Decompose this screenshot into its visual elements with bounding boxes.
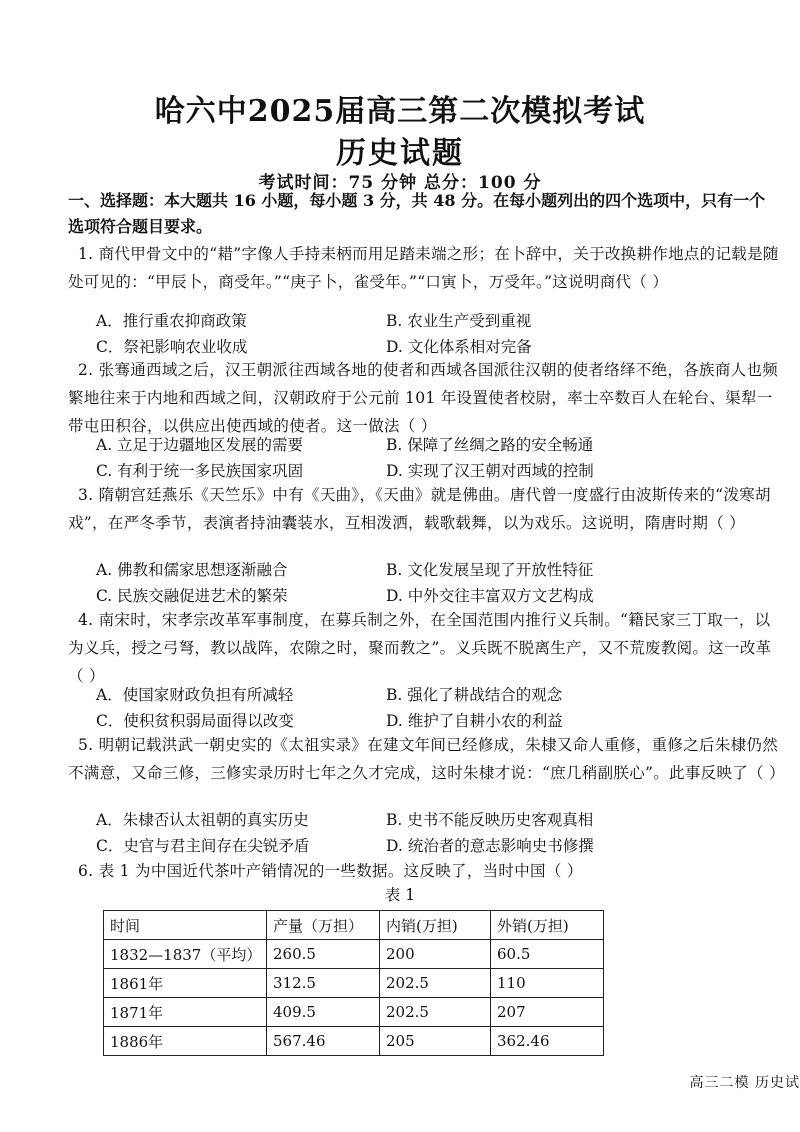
question-stem: 5. 明朝记载洪武一朝史实的《太祖实录》在建文年间已经修成，朱棣又命人重修，重修之后朱棣仍然不满意，又命三修，三修实录历时七年之久才完成，这时朱棣才说：“庶几稍副朕心”。此事反映了（ ） bbox=[68, 736, 785, 782]
option-a: A. 立足于边疆地区发展的需要 bbox=[96, 436, 304, 454]
option-d: D. 文化体系相对完备 bbox=[386, 338, 532, 356]
option-a: A．使国家财政负担有所减轻 bbox=[96, 686, 294, 704]
option-c: C．使积贫积弱局面得以改变 bbox=[96, 712, 294, 730]
question-stem: 4. 南宋时，宋孝宗改革军事制度，在募兵制之外，在全国范围内推行义兵制。“籍民家三丁取一，以为义兵，授之弓弩，教以战阵，农隙之时，聚而教之”。义兵既不脱离生产，又不荒废教阅。这一改革（ ） bbox=[68, 611, 772, 685]
question-1-options bbox=[96, 308, 776, 360]
table-header-row bbox=[104, 911, 604, 940]
question-3-options bbox=[96, 557, 776, 609]
table-header-cell: 产量（万担） bbox=[267, 911, 380, 940]
table-cell: 202.5 bbox=[380, 969, 491, 998]
question-2-options bbox=[96, 432, 776, 484]
table-cell: 260.5 bbox=[267, 940, 380, 969]
question-stem: 2. 张骞通西域之后，汉王朝派往西域各地的使者和西域各国派往汉朝的使者络绎不绝，各族商人也频繁地往来于内地和西域之间，汉朝政府于公元前 101 年设置使者校尉，率士卒数百人在轮台、渠犁一带屯田积谷，以供应出使西域的使者。这一做法（ ） bbox=[68, 361, 779, 435]
table-row bbox=[104, 969, 604, 998]
question-4 bbox=[68, 606, 780, 690]
option-b: B. 史书不能反映历史客观真相 bbox=[386, 811, 594, 829]
question-5-options bbox=[96, 807, 776, 859]
table-cell: 312.5 bbox=[267, 969, 380, 998]
table-header-cell: 内销(万担) bbox=[380, 911, 491, 940]
option-b: B. 强化了耕战结合的观念 bbox=[386, 686, 563, 704]
table-cell: 362.46 bbox=[491, 1027, 604, 1056]
option-d: D. 实现了汉王朝对西域的控制 bbox=[386, 462, 594, 480]
exam-title: 哈六中2025届高三第二次模拟考试 bbox=[154, 94, 646, 129]
option-c: C．祭祀影响农业收成 bbox=[96, 338, 248, 356]
option-c: C. 有利于统一多民族国家巩固 bbox=[96, 462, 304, 480]
option-b: B. 农业生产受到重视 bbox=[386, 312, 532, 330]
option-a: A．朱棣否认太祖朝的真实历史 bbox=[96, 811, 309, 829]
option-b: B. 文化发展呈现了开放性特征 bbox=[386, 561, 594, 579]
table-row bbox=[104, 998, 604, 1027]
question-stem: 1. 商代甲骨文中的“耤”字像人手持耒柄而用足踏耒端之形；在卜辞中，关于改换耕作地点的记载是随处可见的：“甲辰卜，商受年。”“庚子卜，雀受年。”“口寅卜，万受年。”这说明商代（ ） bbox=[68, 245, 779, 291]
table-cell: 1832—1837（平均） bbox=[104, 940, 267, 969]
section-heading: 一、选择题：本大题共 16 小题，每小题 3 分，共 48 分。在每小题列出的四个选项中，只有一个选项符合题目要求。 bbox=[68, 191, 766, 236]
table-cell: 205 bbox=[380, 1027, 491, 1056]
table-caption: 表 1 bbox=[384, 886, 416, 904]
page-footer: 高三二模 历史试 bbox=[689, 1075, 800, 1091]
option-a: A．推行重农抑商政策 bbox=[96, 312, 247, 330]
table-cell: 1886年 bbox=[104, 1027, 267, 1056]
table-cell: 110 bbox=[491, 969, 604, 998]
table-cell: 200 bbox=[380, 940, 491, 969]
question-1 bbox=[68, 240, 780, 296]
table-header-cell: 外销(万担) bbox=[491, 911, 604, 940]
table-cell: 1871年 bbox=[104, 998, 267, 1027]
question-5 bbox=[68, 731, 785, 787]
question-4-options bbox=[96, 682, 776, 734]
tea-data-table bbox=[103, 910, 604, 1056]
table-cell: 1861年 bbox=[104, 969, 267, 998]
question-6 bbox=[68, 857, 780, 885]
table-cell: 409.5 bbox=[267, 998, 380, 1027]
option-a: A. 佛教和儒家思想逐渐融合 bbox=[96, 561, 288, 579]
option-d: D. 中外交往丰富双方文艺构成 bbox=[386, 587, 594, 605]
question-stem: 3. 隋朝宫廷燕乐《天竺乐》中有《天曲》，《天曲》就是佛曲。唐代曾一度盛行由波斯传来的“泼寒胡戏”，在严冬季节，表演者持油囊装水，互相泼洒，载歌载舞，以为戏乐。这说明，隋唐时期（ ） bbox=[68, 486, 771, 532]
table-cell: 567.46 bbox=[267, 1027, 380, 1056]
option-b: B. 保障了丝绸之路的安全畅通 bbox=[386, 436, 594, 454]
table-cell: 202.5 bbox=[380, 998, 491, 1027]
option-d: D. 统治者的意志影响史书修撰 bbox=[386, 837, 594, 855]
table-row bbox=[104, 1027, 604, 1056]
option-c: C．史官与君主间存在尖锐矛盾 bbox=[96, 837, 310, 855]
table-header-cell: 时间 bbox=[104, 911, 267, 940]
table-cell: 60.5 bbox=[491, 940, 604, 969]
question-3 bbox=[68, 481, 780, 537]
question-2 bbox=[68, 356, 780, 440]
question-stem: 6. 表 1 为中国近代茶叶产销情况的一些数据。这反映了，当时中国（ ） bbox=[78, 862, 583, 880]
exam-subtitle: 历史试题 bbox=[336, 136, 464, 171]
option-c: C. 民族交融促进艺术的繁荣 bbox=[96, 587, 288, 605]
table-row bbox=[104, 940, 604, 969]
table-cell: 207 bbox=[491, 998, 604, 1027]
exam-meta: 考试时间：75 分钟 总分：100 分 bbox=[258, 173, 542, 193]
option-d: D. 维护了自耕小农的利益 bbox=[386, 712, 563, 730]
